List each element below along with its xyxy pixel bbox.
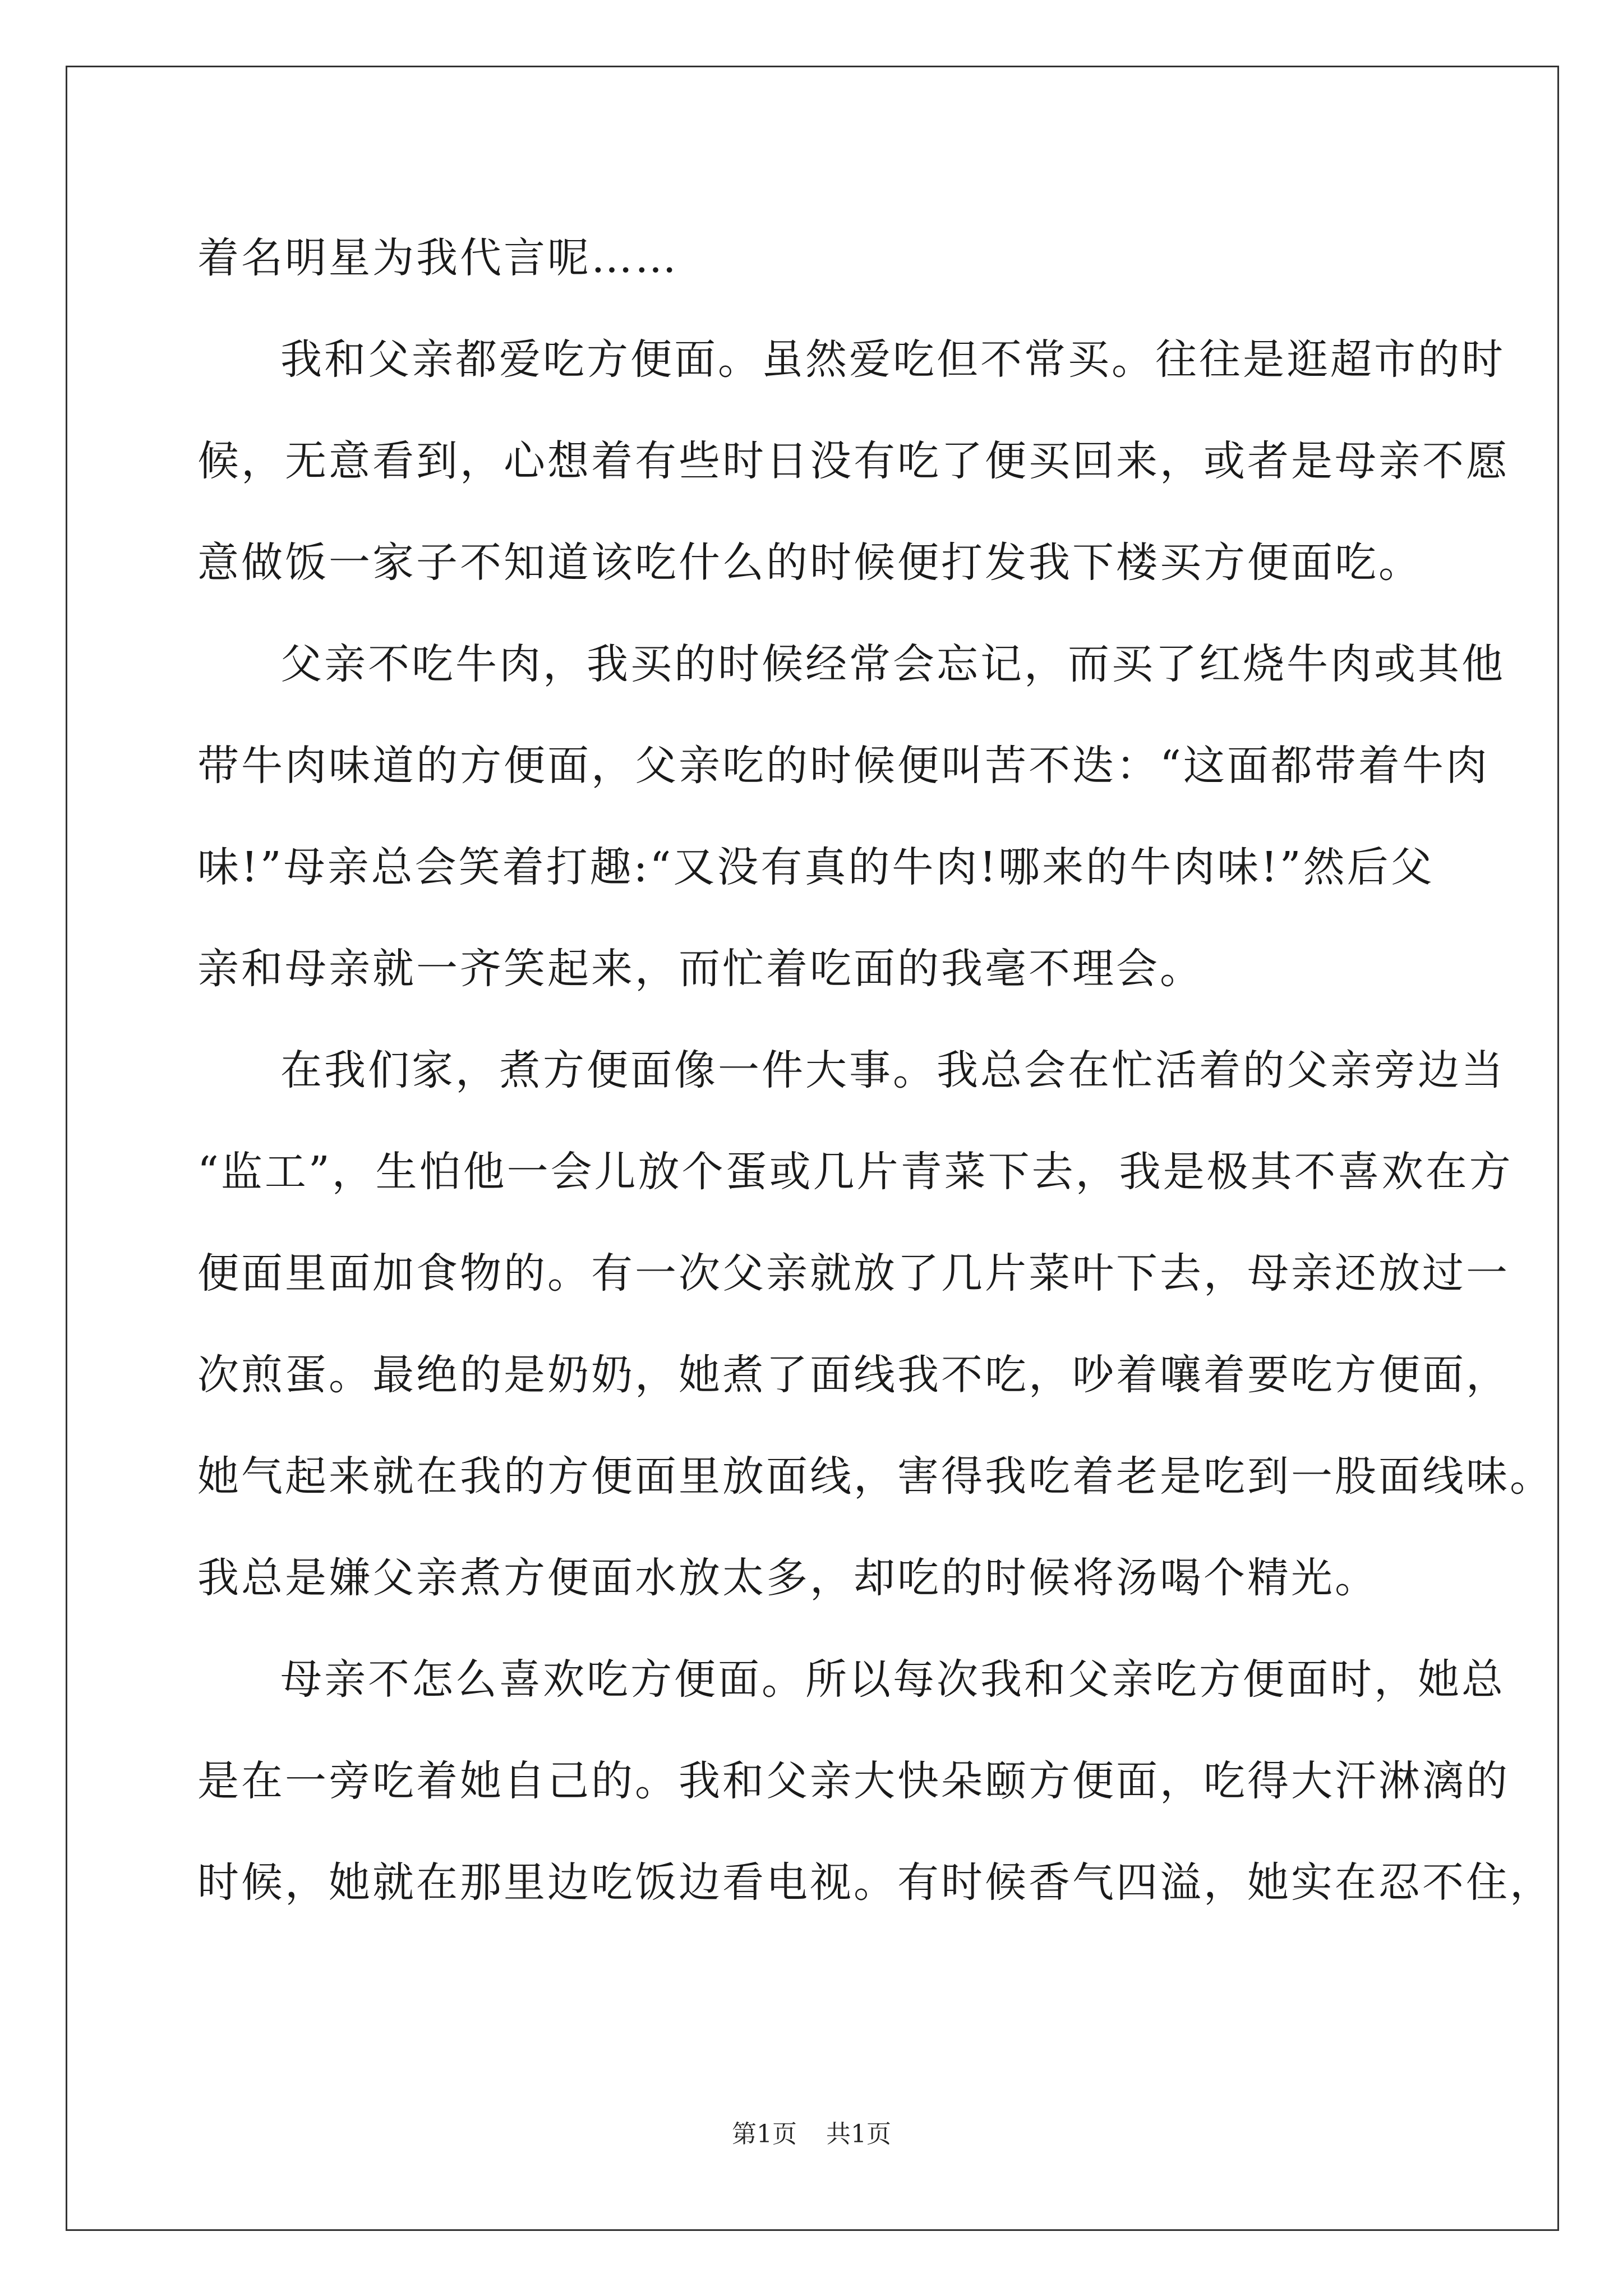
text-line: 味!”母亲总会笑着打趣:“又没有真的牛肉!哪来的牛肉味!”然后父	[197, 843, 1435, 891]
text-line: 父亲不吃牛肉，我买的时候经常会忘记，而买了红烧牛肉或其他	[280, 640, 1505, 688]
text-line: 我总是嫌父亲煮方便面水放太多，却吃的时候将汤喝个精光。	[197, 1554, 1378, 1602]
text-line: 时候，她就在那里边吃饭边看电视。有时候香气四溢，她实在忍不住，	[197, 1858, 1553, 1907]
document-body	[197, 208, 1553, 1934]
text-line: 便面里面加食物的。有一次父亲就放了几片菜叶下去，母亲还放过一	[197, 1249, 1510, 1297]
text-line: 次煎蛋。最绝的是奶奶，她煮了面线我不吃，吵着嚷着要吃方便面，	[197, 1351, 1510, 1399]
page-number: 第1页	[732, 2120, 797, 2148]
text-line: 她气起来就在我的方便面里放面线，害得我吃着老是吃到一股面线味。	[197, 1452, 1553, 1501]
text-line: 意做饭一家子不知道该吃什么的时候便打发我下楼买方便面吃。	[197, 539, 1422, 587]
text-line: 是在一旁吃着她自己的。我和父亲大快朵颐方便面，吃得大汗淋漓的	[197, 1757, 1510, 1805]
text-line: 在我们家，煮方便面像一件大事。我总会在忙活着的父亲旁边当	[280, 1046, 1505, 1094]
text-line: “监工”，生怕他一会儿放个蛋或几片青菜下去，我是极其不喜欢在方	[197, 1148, 1513, 1196]
page-footer	[0, 2118, 1623, 2151]
text-line: 候，无意看到，心想着有些时日没有吃了便买回来，或者是母亲不愿	[197, 437, 1510, 485]
text-line: 母亲不怎么喜欢吃方便面。所以每次我和父亲吃方便面时，她总	[280, 1655, 1505, 1704]
text-line: 着名明星为我代言呢……	[197, 234, 679, 282]
text-line: 亲和母亲就一齐笑起来，而忙着吃面的我毫不理会。	[197, 945, 1204, 993]
page-total: 共1页	[826, 2120, 891, 2148]
text-line: 我和父亲都爱吃方便面。虽然爱吃但不常买。往往是逛超市的时	[280, 335, 1505, 384]
text-line: 带牛肉味道的方便面，父亲吃的时候便叫苦不迭：“这面都带着牛肉	[197, 742, 1490, 790]
